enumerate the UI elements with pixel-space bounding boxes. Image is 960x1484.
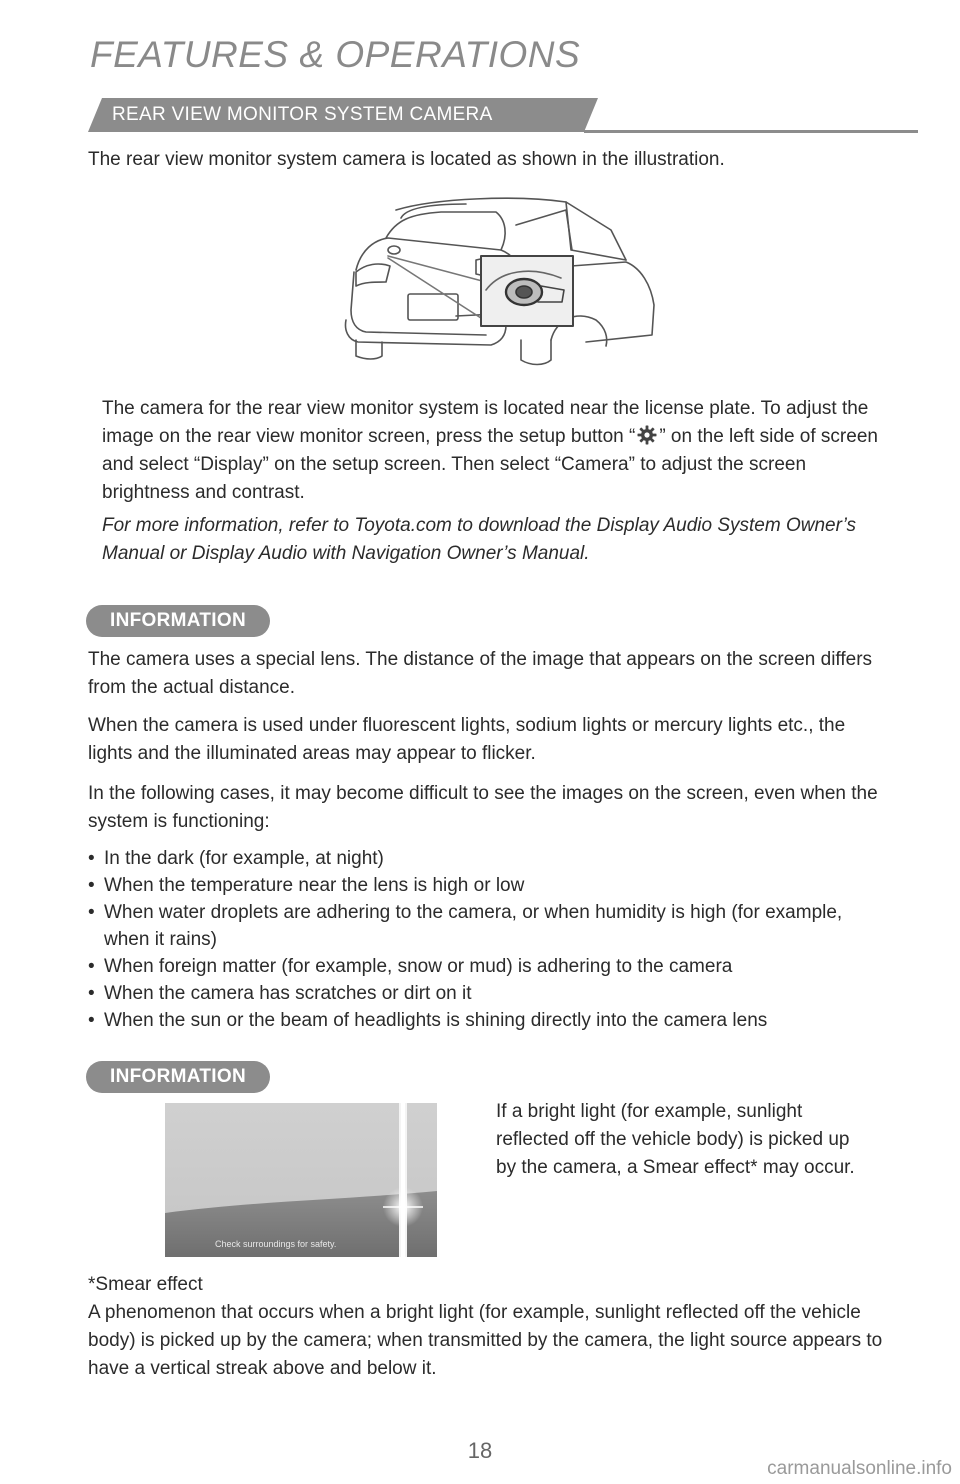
list-item: • When foreign matter (for example, snow or mud) is adhering to the camera — [88, 953, 878, 980]
smear-effect-description: If a bright light (for example, sunlight reflected off the vehicle body) is picked up by the camera, a Smear effect* may occur. — [496, 1101, 855, 1178]
information-badge: INFORMATION — [86, 605, 270, 637]
info-paragraph-lens: The camera uses a special lens. The distance of the image that appears on the screen differs from the actual distance. — [88, 649, 873, 698]
list-item: • When the sun or the beam of headlights is shining directly into the camera lens — [88, 1007, 878, 1034]
gear-icon — [637, 425, 657, 445]
info-paragraph-flicker: When the camera is used under fluorescent lights, sodium lights or mercury lights etc., the lights and the illuminated areas may appear to flicker. — [88, 715, 846, 764]
conditions-list — [88, 845, 878, 1034]
watermark: carmanualsonline.info — [767, 1458, 952, 1479]
list-item: • When the temperature near the lens is high or low — [88, 872, 878, 899]
smear-effect-screen-image — [165, 1103, 437, 1257]
footnote-text: A phenomenon that occurs when a bright light (for example, sunlight reflected off the vehicle body) is picked up by the camera; when transmitted by the camera, the light source appears to have a vertical streak above and below it. — [88, 1302, 883, 1379]
footnote-title: *Smear effect — [88, 1274, 203, 1295]
camera-paragraph-part2: ” on the left side of screen and select “Display” on the setup screen. Then select “Camera” to adjust the screen brightness and contrast. — [102, 426, 878, 503]
camera-location-paragraph — [102, 395, 892, 507]
page-title: FEATURES & OPERATIONS — [90, 34, 581, 75]
section-rule — [584, 130, 918, 133]
car-rear-illustration — [326, 190, 656, 372]
list-item: • In the dark (for example, at night) — [88, 845, 878, 872]
list-item: • When water droplets are adhering to the camera, or when humidity is high (for example, when it rains) — [88, 899, 878, 953]
camera-paragraph-part1: The camera for the rear view monitor system is located near the license plate. To adjust the image on the rear view monitor screen, press the setup button “ — [102, 398, 869, 447]
smear-footnote — [88, 1271, 908, 1383]
info-paragraph-cases: In the following cases, it may become difficult to see the images on the screen, even when the system is functioning: — [88, 783, 878, 832]
section-banner — [88, 98, 918, 134]
list-item: • When the camera has scratches or dirt on it — [88, 980, 878, 1007]
page-number: 18 — [467, 1438, 493, 1463]
information-badge: INFORMATION — [86, 1061, 270, 1093]
smear-effect-graphic — [165, 1103, 437, 1257]
intro-text: The rear view monitor system camera is located as shown in the illustration. — [88, 149, 725, 170]
screen-caption: Check surroundings for safety. — [215, 1239, 337, 1249]
section-title: REAR VIEW MONITOR SYSTEM CAMERA — [112, 104, 493, 125]
owners-manual-note: For more information, refer to Toyota.com to download the Display Audio System Owner’s Manual or Display Audio with Navigation Owner’s Manual. — [102, 515, 857, 564]
